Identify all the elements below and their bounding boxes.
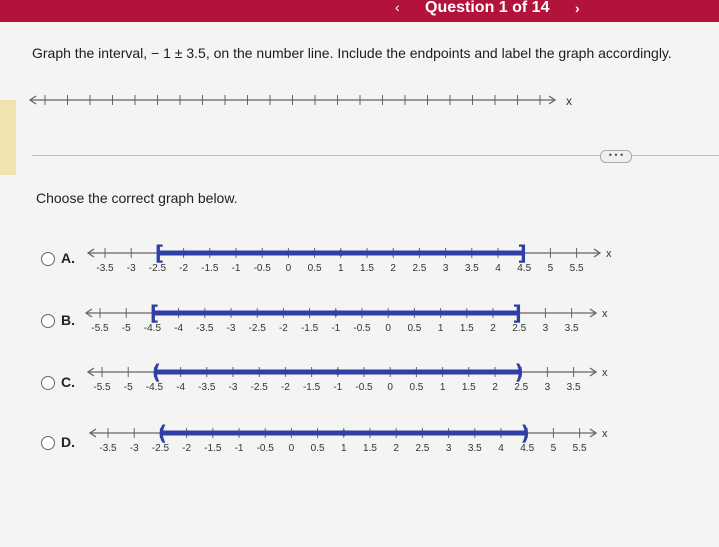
tick-label: -0.5: [353, 323, 371, 334]
tick-label: -1: [234, 443, 244, 454]
tick-label: -2.5: [148, 263, 167, 274]
tick-label: -0.5: [256, 443, 274, 454]
tick-label: -3: [126, 263, 136, 274]
tick-label: -4: [176, 382, 186, 393]
tick-label: -2: [278, 323, 288, 334]
center-point: [335, 369, 341, 375]
tick-label: 0: [285, 263, 292, 274]
tick-label: -3: [129, 443, 139, 454]
tick-label: -3: [228, 382, 238, 393]
tick-label: -1.5: [300, 323, 319, 334]
axis-x-label: x: [566, 94, 572, 108]
right-endpoint-bracket: ]: [512, 301, 522, 325]
tick-label: 0.5: [407, 323, 422, 334]
tick-label: -1.5: [201, 263, 219, 274]
radio-option-b[interactable]: [41, 314, 55, 328]
tick-label: -4.5: [143, 323, 162, 334]
radio-option-a[interactable]: [41, 252, 55, 266]
tick-label: 0: [387, 382, 393, 393]
axis-x-label: x: [602, 367, 608, 379]
tick-label: 2: [492, 382, 498, 393]
left-endpoint-bracket: [: [149, 301, 159, 325]
tick-label: 2: [490, 323, 496, 334]
tick-label: -0.5: [355, 382, 373, 393]
tick-label: -2.5: [250, 382, 268, 393]
tick-label: -3.5: [198, 382, 216, 393]
tick-label: 3.5: [564, 323, 579, 334]
tick-label: -1.5: [302, 382, 321, 393]
center-point: [338, 250, 344, 256]
axis-x-label: x: [602, 428, 608, 440]
number-line-option-a: [88, 241, 612, 274]
tick-label: -3: [226, 323, 236, 334]
tick-label: 1: [341, 443, 347, 454]
tick-label: 1.5: [363, 443, 377, 454]
tick-label: -2: [179, 263, 189, 274]
tick-label: -2.5: [151, 443, 170, 454]
tick-label: 5.5: [572, 443, 587, 454]
next-question-icon[interactable]: ›: [575, 0, 580, 16]
tick-label: 1: [439, 382, 446, 393]
tick-label: 2.5: [514, 382, 529, 393]
tick-label: -2: [182, 443, 192, 454]
tick-label: 1.5: [461, 382, 476, 393]
more-options-button[interactable]: • • •: [600, 150, 632, 163]
tick-label: -5: [121, 323, 131, 334]
number-line-option-d: [90, 421, 608, 454]
option-label-a: A.: [61, 250, 75, 266]
tick-label: -1: [333, 382, 343, 393]
tick-label: -3.5: [96, 263, 114, 274]
radio-option-c[interactable]: [41, 376, 55, 390]
right-endpoint-bracket: ]: [517, 241, 527, 265]
tick-label: 4: [498, 443, 504, 454]
tick-label: 1.5: [459, 323, 474, 334]
number-line-option-b: [86, 301, 608, 334]
axis-x-label: x: [606, 248, 612, 260]
left-endpoint-bracket: (: [157, 421, 167, 445]
option-label-d: D.: [61, 434, 75, 450]
tick-label: -1: [231, 263, 241, 274]
tick-label: 3: [544, 382, 551, 393]
answer-number-line[interactable]: [30, 94, 572, 108]
tick-label: -2: [280, 382, 290, 393]
tick-label: 0.5: [409, 382, 424, 393]
tick-label: 4.5: [520, 443, 535, 454]
tick-label: -5.5: [93, 382, 111, 393]
tick-label: 3: [445, 443, 452, 454]
tick-label: 4: [495, 263, 501, 274]
tick-label: 2.5: [415, 443, 430, 454]
right-endpoint-bracket: ): [514, 360, 524, 384]
tick-label: -4.5: [145, 382, 164, 393]
option-label-c: C.: [61, 374, 75, 390]
tick-label: 4.5: [517, 263, 532, 274]
tick-label: 1: [338, 263, 344, 274]
right-endpoint-bracket: ): [520, 421, 530, 445]
instruction-text: Choose the correct graph below.: [36, 190, 238, 206]
tick-label: 1.5: [360, 263, 374, 274]
center-point: [333, 310, 339, 316]
tick-label: 1: [437, 323, 444, 334]
question-counter: Question 1 of 14: [425, 0, 550, 16]
tick-label: 5: [547, 263, 554, 274]
tick-label: 0: [288, 443, 295, 454]
number-line-option-c: [88, 360, 608, 393]
tick-label: 3.5: [467, 443, 482, 454]
tick-label: -2.5: [248, 323, 266, 334]
tick-label: -1.5: [204, 443, 222, 454]
tick-label: 2: [393, 443, 399, 454]
axis-x-label: x: [602, 308, 608, 320]
prev-question-icon[interactable]: ‹: [395, 0, 400, 15]
tick-label: 2.5: [512, 323, 527, 334]
tick-label: -1: [331, 323, 341, 334]
center-point: [341, 430, 347, 436]
left-endpoint-bracket: [: [154, 241, 164, 265]
tick-label: -0.5: [253, 263, 271, 274]
tick-label: 2: [390, 263, 396, 274]
tick-label: 3.5: [464, 263, 479, 274]
tick-label: 2.5: [412, 263, 427, 274]
tick-label: 5: [550, 443, 557, 454]
tick-label: 0.5: [307, 263, 322, 274]
tick-label: 0.5: [310, 443, 325, 454]
tick-label: 3: [442, 263, 449, 274]
tick-label: 0: [385, 323, 391, 334]
tick-label: 3: [542, 323, 549, 334]
radio-option-d[interactable]: [41, 436, 55, 450]
tick-label: -5.5: [91, 323, 109, 334]
tick-label: 3.5: [566, 382, 581, 393]
tick-label: 5.5: [569, 263, 584, 274]
tick-label: -3.5: [196, 323, 214, 334]
tick-label: -3.5: [99, 443, 117, 454]
question-prompt: Graph the interval, − 1 ± 3.5, on the number line. Include the endpoints and label the graph accordingly.: [32, 45, 672, 61]
tick-label: -4: [174, 323, 184, 334]
left-endpoint-bracket: (: [151, 360, 161, 384]
tick-label: -5: [123, 382, 133, 393]
option-label-b: B.: [61, 312, 75, 328]
